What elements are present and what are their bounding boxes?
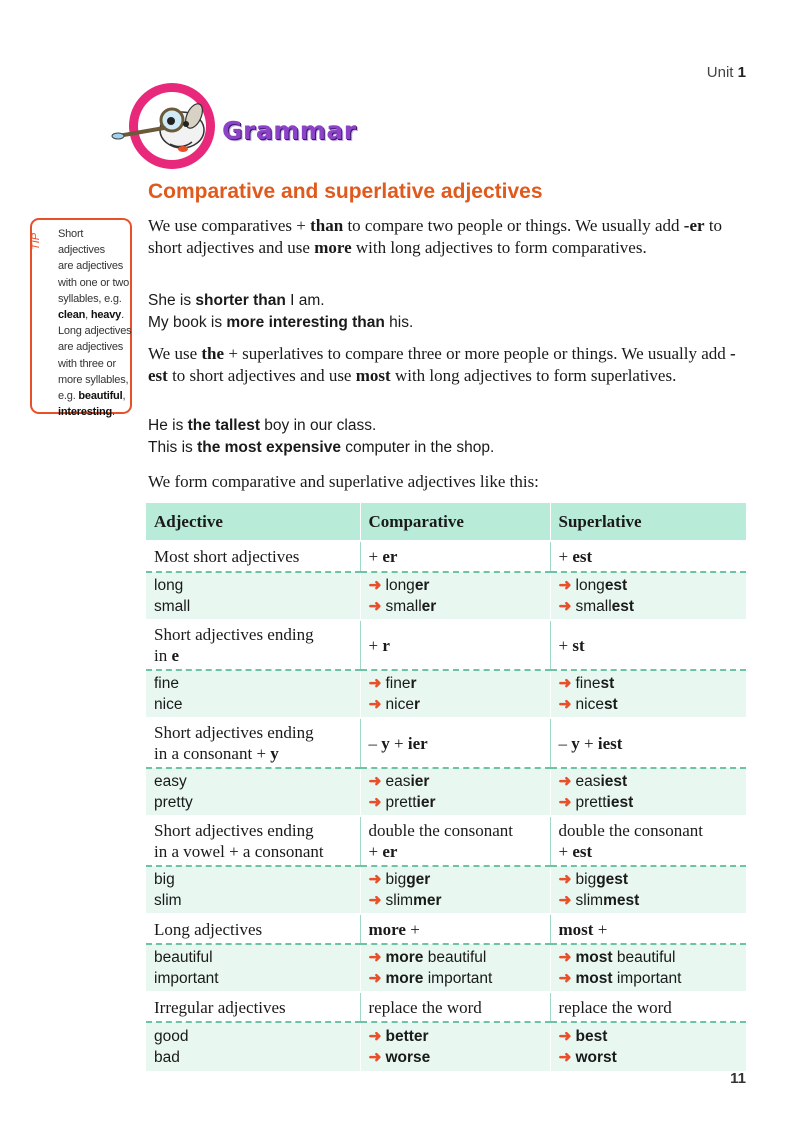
arrow-icon: ➜ xyxy=(558,1028,572,1045)
table-row: big slim ➜ bigger ➜ slimmer ➜ biggest ➜ slimmest xyxy=(146,866,746,914)
arrow-icon: ➜ xyxy=(368,1049,382,1066)
arrow-icon: ➜ xyxy=(368,696,382,713)
arrow-icon: ➜ xyxy=(558,598,572,615)
comparative-examples: She is shorter than I am. My book is more interesting than his. xyxy=(148,292,414,331)
table-row: easy pretty ➜ easier ➜ prettier ➜ easiest ➜ prettiest xyxy=(146,768,746,816)
arrow-icon: ➜ xyxy=(368,794,382,811)
arrow-icon: ➜ xyxy=(558,675,572,692)
arrow-icon: ➜ xyxy=(558,1049,572,1066)
table-row: Short adjectives ending in a consonant + y – y + ier – y + iest xyxy=(146,718,746,768)
arrow-icon: ➜ xyxy=(368,949,382,966)
table-row: good bad ➜ better ➜ worse ➜ best ➜ worst xyxy=(146,1022,746,1072)
arrow-icon: ➜ xyxy=(368,1028,382,1045)
table-row: beautiful important ➜ more beautiful ➜ more important ➜ most beautiful ➜ most important xyxy=(146,944,746,992)
page-number: 11 xyxy=(730,1070,746,1087)
unit-label: Unit 1 xyxy=(706,64,746,81)
table-row: Short adjectives ending in a vowel + a consonant double the consonant + er double the consonant + est xyxy=(146,816,746,866)
arrow-icon: ➜ xyxy=(368,970,382,987)
page-heading: Comparative and superlative adjectives xyxy=(148,180,543,203)
header-adjective: Adjective xyxy=(146,503,360,541)
arrow-icon: ➜ xyxy=(368,892,382,909)
magnifier-mascot-icon xyxy=(110,80,220,172)
arrow-icon: ➜ xyxy=(368,577,382,594)
arrow-icon: ➜ xyxy=(558,696,572,713)
arrow-icon: ➜ xyxy=(368,675,382,692)
adjective-forms-table xyxy=(146,503,746,1073)
table-row: Most short adjectives + er + est xyxy=(146,541,746,572)
section-title: Grammar xyxy=(222,116,357,145)
table-intro: We form comparative and superlative adjectives like this: xyxy=(148,472,539,491)
arrow-icon: ➜ xyxy=(558,577,572,594)
arrow-icon: ➜ xyxy=(558,773,572,790)
table-header-row xyxy=(146,503,746,541)
tip-label: TIP xyxy=(30,232,42,250)
tip-text: Short adjectives are adjectives with one or two syllables, e.g. clean, heavy. Long adjectives are adjectives with three or more syllables, e.g. beautiful, interesting. xyxy=(58,228,132,419)
header-superlative: Superlative xyxy=(550,503,746,541)
table-row: Short adjectives ending in e + r + st xyxy=(146,620,746,670)
arrow-icon: ➜ xyxy=(368,598,382,615)
table-row: Irregular adjectives replace the word replace the word xyxy=(146,992,746,1022)
tip-box xyxy=(30,218,132,419)
unit-number: 1 xyxy=(737,64,746,81)
comparatives-paragraph: We use comparatives + than to compare two people or things. We usually add -er to short adjectives and use more with long adjectives to form comparatives. xyxy=(148,216,723,257)
arrow-icon: ➜ xyxy=(558,794,572,811)
arrow-icon: ➜ xyxy=(558,892,572,909)
superlatives-paragraph: We use the + superlatives to compare three or more people or things. We usually add -est to short adjectives and use most with long adjectives to form superlatives. xyxy=(148,344,736,385)
arrow-icon: ➜ xyxy=(558,871,572,888)
table-row: long small ➜ longer ➜ smaller ➜ longest ➜ smallest xyxy=(146,572,746,620)
superlative-examples: He is the tallest boy in our class. This is the most expensive computer in the shop. xyxy=(148,417,495,456)
header-comparative: Comparative xyxy=(360,503,550,541)
arrow-icon: ➜ xyxy=(368,773,382,790)
arrow-icon: ➜ xyxy=(558,970,572,987)
arrow-icon: ➜ xyxy=(368,871,382,888)
arrow-icon: ➜ xyxy=(558,949,572,966)
table-row: Long adjectives more + most + xyxy=(146,914,746,944)
table-row: fine nice ➜ finer ➜ nicer ➜ finest ➜ nicest xyxy=(146,670,746,718)
